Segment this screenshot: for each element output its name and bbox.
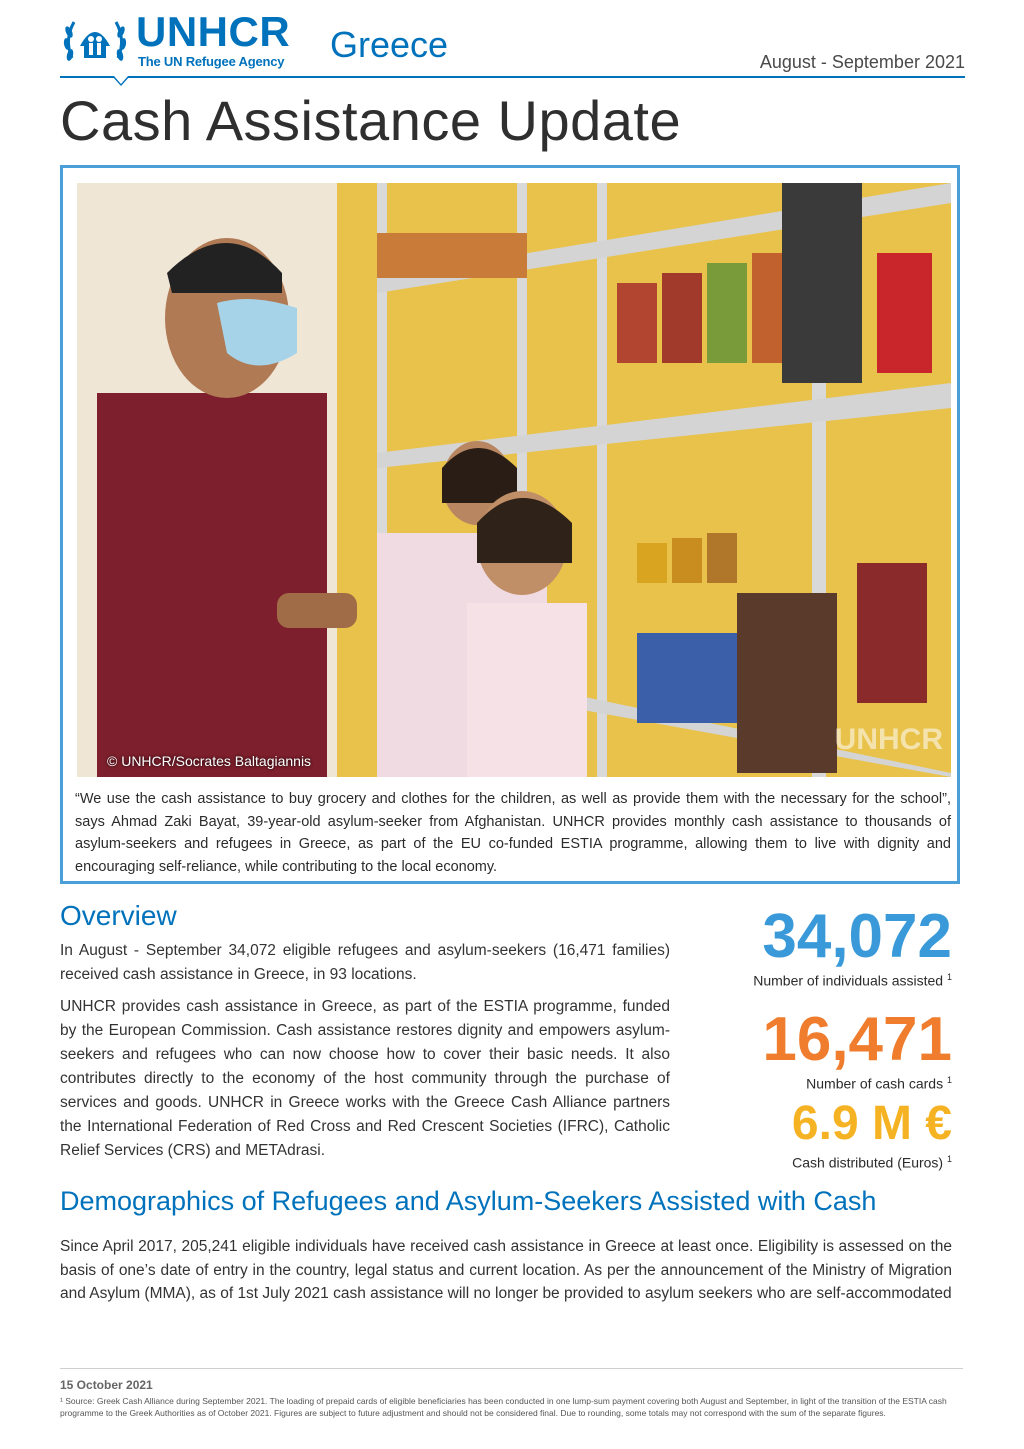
- overview-paragraph-1: In August - September 34,072 eligible refugees and asylum-seekers (16,471 families) received cash assistance in Greece, in 93 locations.: [60, 942, 670, 983]
- footnote-marker: 1: [946, 1154, 952, 1164]
- stat-cash-distributed-value: 6.9 M €: [791, 1097, 952, 1150]
- page-title: Cash Assistance Update: [60, 89, 682, 152]
- stat-cash-cards-label: Number of cash cards: [806, 1075, 944, 1092]
- stat-cash-distributed: [792, 1098, 952, 1171]
- footer-divider: [60, 1368, 963, 1369]
- stat-cash-cards: [762, 1005, 952, 1092]
- stat-cash-cards-value: 16,471: [762, 1005, 952, 1074]
- footnote: ¹ Source: Greek Cash Alliance during September 2021. The loading of prepaid cards of eligible beneficiaries has been conducted in one lump-sum payment covering both August and September, in light of the transition of the ESTIA cash programme to the Greek Authorities as of October 2021. Figures are subject to future adjustment and should not be considered final. Due to rounding, some totals may not correspond with the sum of the separate figures.: [60, 1396, 947, 1418]
- stat-cash-distributed-label: Cash distributed (Euros): [792, 1154, 944, 1171]
- header-divider: [60, 76, 965, 78]
- overview-paragraph-2: UNHCR provides cash assistance in Greece, as part of the ESTIA programme, funded by the European Commission. Cash assistance restores dignity and empowers asylum-seekers and refugees who can now choose how to cover their basic needs. It also contributes directly to the economy of the host community through the purchase of services and goods. UNHCR in Greece works with the Greece Cash Alliance partners the International Federation of Red Cross and Red Crescent Societies (IFRC), Catholic Relief Services (CRS) and METAdrasi.: [60, 998, 670, 1159]
- publication-date: 15 October 2021: [60, 1378, 153, 1392]
- page-header: [60, 8, 965, 90]
- demographics-paragraph: Since April 2017, 205,241 eligible individuals have received cash assistance in Greece at least once. Eligibility is assessed on the basis of one’s date of entry in the country, legal status and current location. As per the announcement of the Ministry of Migration and Asylum (MMA), as of 1st July 2021 cash assistance will no longer be provided to asylum seekers who are self-accommodated: [60, 1238, 952, 1302]
- stat-individuals: [753, 902, 952, 989]
- org-name: UNHCR: [136, 8, 291, 55]
- footnote-marker: 1: [946, 972, 952, 982]
- country-name: Greece: [330, 24, 449, 65]
- stat-individuals-value: 34,072: [762, 902, 952, 971]
- report-period: August - September 2021: [759, 52, 965, 72]
- photo-caption: “We use the cash assistance to buy grocery and clothes for the children, as well as provide them with the necessary for the school”, says Ahmad Zaki Bayat, 39-year-old asylum-seeker from Afghanistan. UNHCR provides monthly cash assistance to thousands of asylum-seekers and refugees in Greece, as part of the EU co-funded ESTIA programme, allowing them to live with dignity and encouraging self-reliance, while contributing to the local economy.: [75, 791, 951, 875]
- stat-individuals-label: Number of individuals assisted: [753, 972, 944, 989]
- demographics-heading: Demographics of Refugees and Asylum-Seekers Assisted with Cash: [60, 1186, 877, 1216]
- footnote-marker: 1: [946, 1075, 952, 1085]
- feature-photo: [77, 183, 951, 777]
- feature-box: [60, 165, 960, 884]
- unhcr-emblem-icon: [60, 12, 130, 70]
- photo-credit: © UNHCR/Socrates Baltagiannis: [107, 753, 312, 769]
- org-tagline: The UN Refugee Agency: [138, 54, 285, 69]
- overview-heading: Overview: [60, 900, 177, 931]
- photo-watermark: UNHCR: [834, 723, 943, 756]
